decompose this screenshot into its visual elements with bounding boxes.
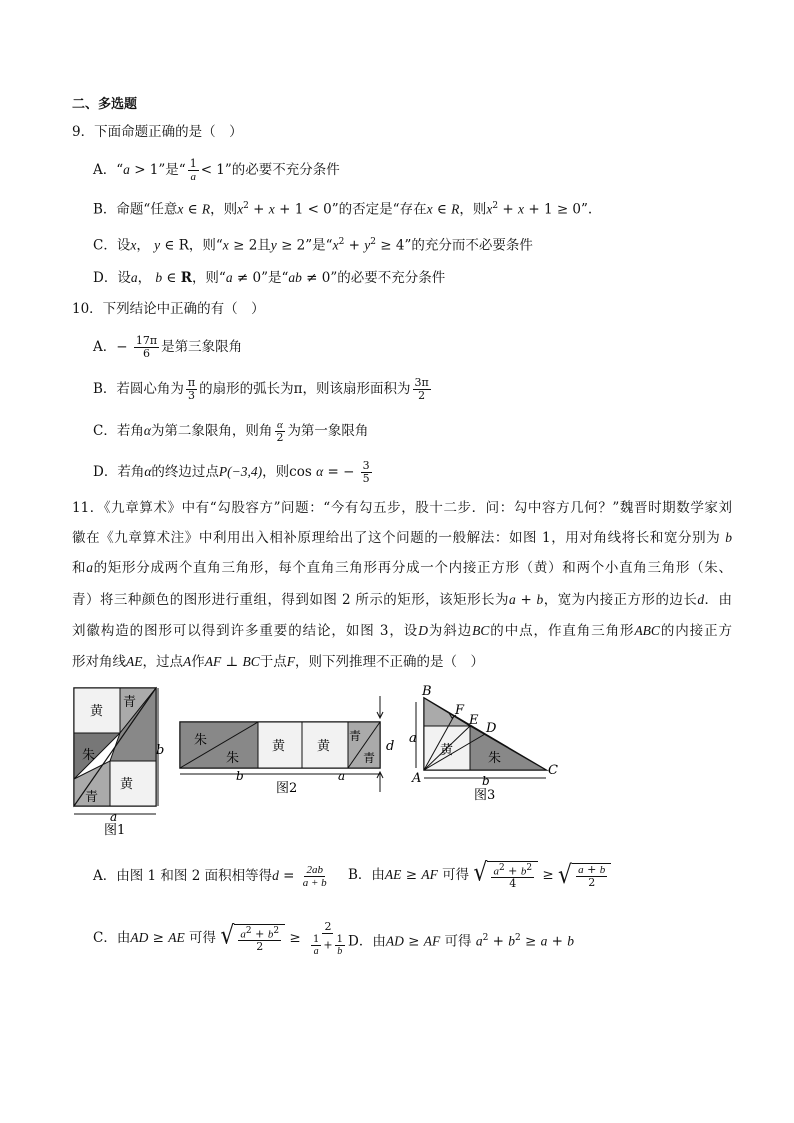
q11-option-c[interactable]: C．由AD ≥ AE 可得 √ $\frac{a^2 + b^2}{2}$ ≥ 2 $\frac{1}{a}$ + $\frac{1}{b}$ — [93, 920, 351, 957]
q9-option-d[interactable]: D．设a， b ∈ R，则“a ≠ 0”是“ab ≠ 0”的必要不充分条件 — [93, 270, 446, 286]
sqrt-expression: √ $\frac{a^2 + b^2}{2}$ — [220, 924, 285, 954]
q11-paragraph-line-5: 刘徽构造的图形可以得到许多重要的结论，如图 3，设D为斜边BC的中点，作直角三角形ABC的内接正方 — [72, 623, 733, 639]
q9-option-b[interactable]: B．命题“任意x ∈ R，则$x^2 + x + 1 < 0$”的否定是“存在x ∈ R，则$x^2 + x + 1 \ge 0$”. — [93, 201, 593, 218]
fig2-huang-label: 黄 — [272, 739, 286, 754]
fig2-huang-label-2: 黄 — [317, 739, 331, 754]
q10-option-c[interactable]: C．若角α为第二象限角，则角 $\frac{\alpha}{2}$ 为第一象限角 — [93, 419, 369, 444]
fig3-point-f: F — [455, 703, 465, 718]
fig1-qing-label-2: 青 — [85, 790, 99, 805]
q11-option-b[interactable]: B．由AE ≥ AF 可得 √ $\frac{a^2 + b^2}{4}$ ≥ √ $\frac{a + b}{2}$ — [348, 860, 611, 890]
fraction: $\frac{\pi}{3}$ — [187, 376, 196, 402]
fig3-b-label: b — [482, 774, 490, 788]
q11-paragraph-line-4: 青）将三种颜色的图形进行重组，得到如图 2 所示的矩形，该矩形长为a + b，宽为内接正方形的边长d．由 — [72, 592, 733, 608]
fig2-caption: 图2 — [276, 781, 298, 796]
fig1-caption: 图1 — [104, 823, 126, 836]
q11-paragraph-line-1: 11．《九章算术》中有“勾股容方”问题：“今有勾五步，股十二步．问：勾中容方几何？”魏晋时期数学家刘 — [72, 500, 732, 516]
q10-option-b[interactable]: B．若圆心角为 $\frac{\pi}{3}$ 的扇形的弧长为π，则该扇形面积为 $\frac{3\pi}{2}$ — [93, 376, 429, 402]
fig3-a-label: a — [409, 731, 417, 746]
fraction: $\frac{\alpha}{2}$ — [276, 419, 284, 444]
fig1-huang-label-2: 黄 — [120, 777, 134, 792]
fig2-qing-label: 青 — [349, 729, 362, 743]
figure-3 — [406, 682, 566, 808]
fig3-point-d: D — [486, 721, 497, 736]
fraction: 2 $\frac{1}{a}$ + $\frac{1}{b}$ — [312, 919, 343, 957]
sqrt-expression: √ $\frac{a^2 + b^2}{4}$ — [473, 861, 538, 891]
fig3-point-a: A — [412, 771, 422, 786]
fig2-d-label: d — [386, 739, 395, 754]
fig3-point-e: E — [469, 713, 479, 728]
figure-1 — [68, 684, 164, 836]
q9-option-c[interactable]: C．设x， y ∈ R，则“x ≥ 2且y ≥ 2”是“$x^2 + y^2 \ge 4$”的充分而不必要条件 — [93, 237, 533, 254]
fraction: $\frac{1}{a}$ — [189, 157, 197, 183]
fig1-qing-label: 青 — [123, 695, 137, 710]
fraction: $\frac{2ab}{a + b}$ — [302, 864, 327, 889]
sqrt-expression: √ $\frac{a + b}{2}$ — [558, 863, 611, 889]
q11-option-d[interactable]: D．由AD ≥ AF 可得 $a^2 + b^2 \ge a + b$ — [348, 933, 575, 950]
q11-paragraph-line-6: 形对角线AE，过点A作AF ⊥ BC于点F，则下列推理不正确的是（ ） — [72, 654, 485, 670]
q11-option-a[interactable]: A．由图 1 和图 2 面积相等得d = $\frac{2ab}{a + b}$ — [93, 864, 327, 889]
fig3-caption: 图3 — [474, 788, 496, 803]
fig1-huang-label: 黄 — [90, 704, 104, 719]
fraction: $\frac{3}{5}$ — [362, 459, 370, 485]
fig2-zhu-label-2: 朱 — [226, 751, 240, 766]
fig2-b-label: b — [236, 769, 244, 783]
fig3-point-c: C — [548, 763, 558, 778]
question-10-stem: 10．下列结论中正确的有（ ） — [72, 301, 265, 317]
fraction: $\frac{3\pi}{2}$ — [414, 376, 429, 402]
fig3-huang-label: 黄 — [440, 743, 454, 758]
q10-option-d[interactable]: D．若角α的终边过点P(−3,4)，则cos α = − $\frac{3}{5}$ — [93, 459, 370, 485]
question-9-stem: 9．下面命题正确的是（ ） — [72, 124, 243, 140]
figure-2 — [176, 692, 402, 802]
fig3-point-b: B — [422, 684, 432, 699]
fig2-zhu-label: 朱 — [194, 733, 208, 748]
q10-option-a[interactable]: A．− $\frac{17\pi}{6}$ 是第三象限角 — [93, 334, 243, 360]
q9-option-a[interactable]: A．“a > 1”是“ $\frac{1}{a}$ < 1”的必要不充分条件 — [93, 157, 340, 183]
q11-paragraph-line-2: 徽在《九章算术注》中利用出入相补原理给出了这个问题的一般解法：如图 1，用对角线将长和宽分别为 b — [72, 530, 732, 546]
fraction: $\frac{17\pi}{6}$ — [135, 334, 158, 360]
q11-paragraph-line-3: 和a的矩形分成两个直角三角形，每个直角三角形再分成一个内接正方形（黄）和两个小直角三角形（朱、 — [72, 560, 733, 576]
fig1-b-label: b — [156, 743, 164, 758]
fig1-a-label: a — [110, 810, 118, 824]
fig2-a-label: a — [338, 769, 346, 783]
fig1-zhu-label: 朱 — [82, 748, 96, 763]
fig3-zhu-label: 朱 — [488, 751, 502, 766]
section-title: 二、多选题 — [72, 97, 138, 112]
fig2-qing-label-2: 青 — [363, 751, 376, 765]
